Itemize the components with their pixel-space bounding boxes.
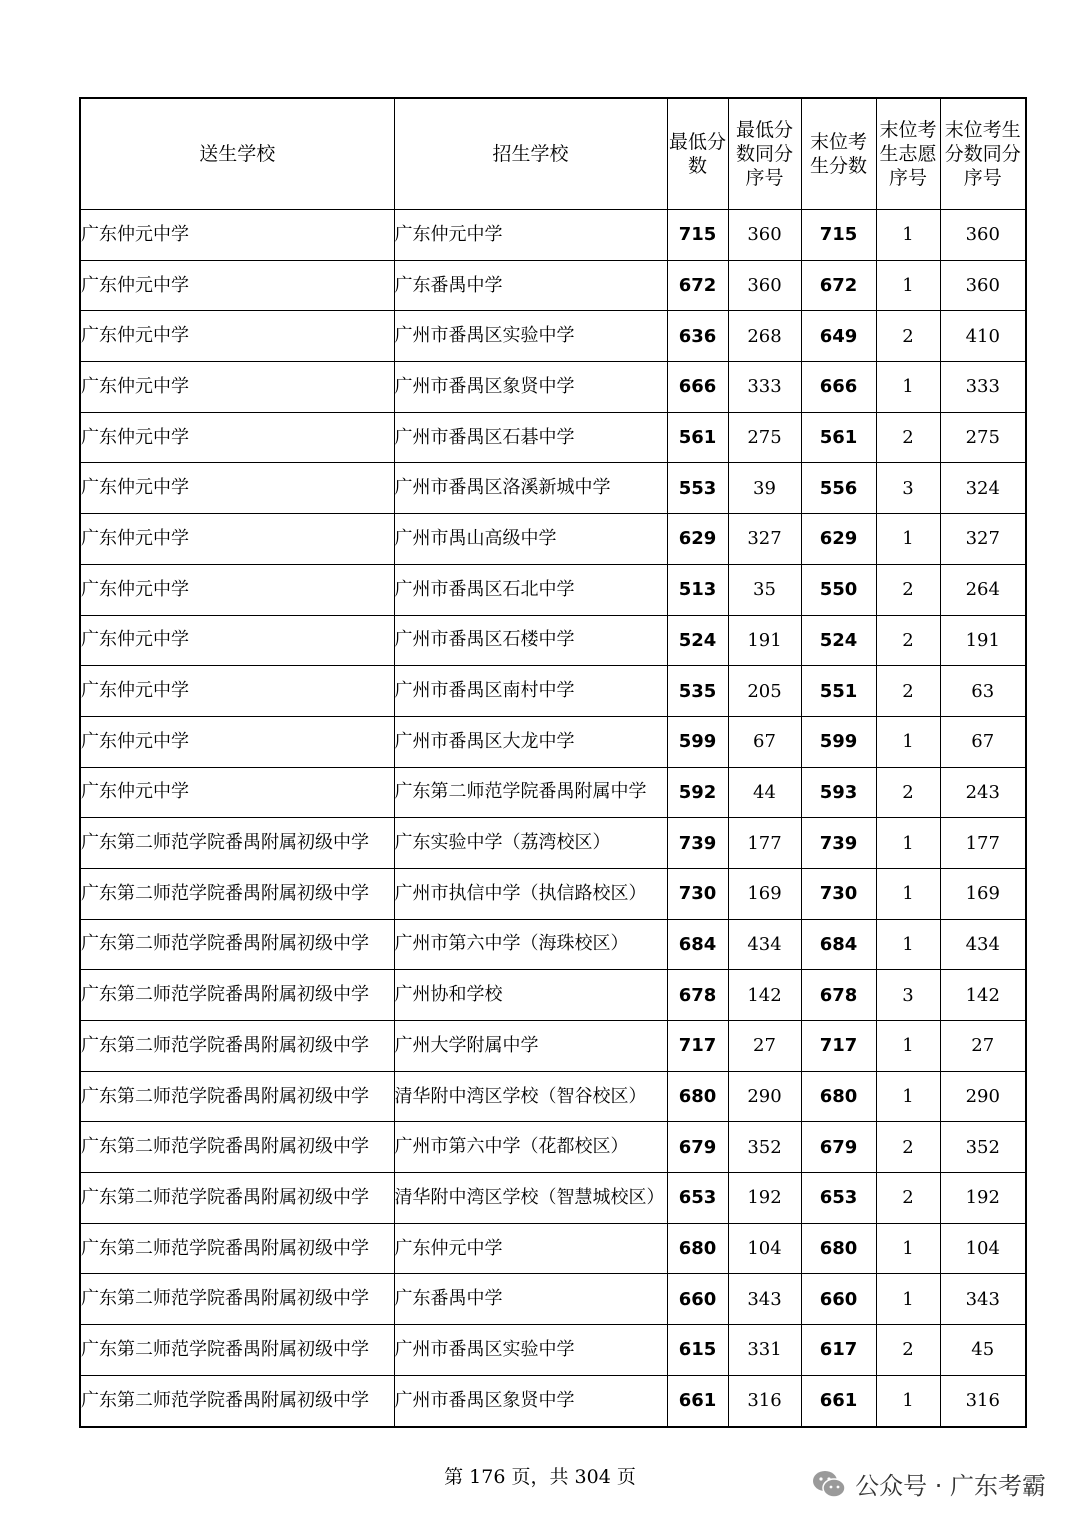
table-row xyxy=(80,564,1026,615)
min-score-cell: 730 xyxy=(667,868,728,919)
admitting-school-cell: 广州市番禺区大龙中学 xyxy=(394,716,667,767)
last-tie-rank-cell: 45 xyxy=(940,1325,1026,1376)
admitting-school-cell: 广东番禺中学 xyxy=(394,260,667,311)
min-score-cell: 678 xyxy=(667,970,728,1021)
table-row xyxy=(80,210,1026,261)
min-score-tie-rank-cell: 67 xyxy=(728,716,801,767)
admitting-school-cell: 清华附中湾区学校（智谷校区） xyxy=(394,1071,667,1122)
min-score-tie-rank-cell: 27 xyxy=(728,1021,801,1072)
last-choice-cell: 2 xyxy=(876,1325,940,1376)
last-choice-cell: 1 xyxy=(876,260,940,311)
last-choice-cell: 1 xyxy=(876,362,940,413)
last-tie-rank-cell: 410 xyxy=(940,311,1026,362)
last-score-cell: 672 xyxy=(801,260,876,311)
last-choice-cell: 2 xyxy=(876,412,940,463)
min-score-tie-rank-cell: 192 xyxy=(728,1173,801,1224)
last-score-cell: 599 xyxy=(801,716,876,767)
min-score-cell: 599 xyxy=(667,716,728,767)
last-choice-cell: 1 xyxy=(876,1274,940,1325)
sending-school-cell: 广东仲元中学 xyxy=(80,666,394,717)
min-score-tie-rank-cell: 360 xyxy=(728,210,801,261)
min-score-tie-rank-cell: 352 xyxy=(728,1122,801,1173)
last-score-cell: 717 xyxy=(801,1021,876,1072)
admitting-school-cell: 广东实验中学（荔湾校区） xyxy=(394,818,667,869)
sending-school-cell: 广东仲元中学 xyxy=(80,716,394,767)
last-tie-rank-cell: 360 xyxy=(940,260,1026,311)
last-tie-rank-cell: 324 xyxy=(940,463,1026,514)
sending-school-cell: 广东仲元中学 xyxy=(80,260,394,311)
sending-school-cell: 广东仲元中学 xyxy=(80,514,394,565)
min-score-tie-rank-cell: 268 xyxy=(728,311,801,362)
last-tie-rank-cell: 290 xyxy=(940,1071,1026,1122)
admitting-school-cell: 广州市第六中学（海珠校区） xyxy=(394,919,667,970)
min-score-cell: 615 xyxy=(667,1325,728,1376)
last-tie-rank-cell: 104 xyxy=(940,1223,1026,1274)
header-last-student-score: 末位考生分数 xyxy=(801,98,876,210)
sending-school-cell: 广东第二师范学院番禺附属初级中学 xyxy=(80,1173,394,1224)
admitting-school-cell: 广东仲元中学 xyxy=(394,1223,667,1274)
last-choice-cell: 1 xyxy=(876,868,940,919)
last-score-cell: 730 xyxy=(801,868,876,919)
last-tie-rank-cell: 142 xyxy=(940,970,1026,1021)
watermark-text: 公众号 · 广东考霸 xyxy=(855,1472,1046,1500)
last-tie-rank-cell: 343 xyxy=(940,1274,1026,1325)
min-score-cell: 660 xyxy=(667,1274,728,1325)
table-row xyxy=(80,1071,1026,1122)
min-score-cell: 679 xyxy=(667,1122,728,1173)
last-choice-cell: 1 xyxy=(876,1223,940,1274)
min-score-cell: 535 xyxy=(667,666,728,717)
last-score-cell: 551 xyxy=(801,666,876,717)
last-tie-rank-cell: 67 xyxy=(940,716,1026,767)
admitting-school-cell: 广州市番禺区实验中学 xyxy=(394,311,667,362)
min-score-tie-rank-cell: 142 xyxy=(728,970,801,1021)
sending-school-cell: 广东第二师范学院番禺附属初级中学 xyxy=(80,970,394,1021)
table-row xyxy=(80,311,1026,362)
header-sending-school: 送生学校 xyxy=(80,98,394,210)
sending-school-cell: 广东仲元中学 xyxy=(80,463,394,514)
admission-table xyxy=(79,97,1027,1428)
admitting-school-cell: 广州协和学校 xyxy=(394,970,667,1021)
min-score-tie-rank-cell: 191 xyxy=(728,615,801,666)
sending-school-cell: 广东仲元中学 xyxy=(80,362,394,413)
table-row xyxy=(80,1021,1026,1072)
last-tie-rank-cell: 316 xyxy=(940,1375,1026,1426)
last-choice-cell: 3 xyxy=(876,463,940,514)
last-choice-cell: 1 xyxy=(876,1375,940,1426)
last-score-cell: 524 xyxy=(801,615,876,666)
table-row xyxy=(80,919,1026,970)
last-tie-rank-cell: 327 xyxy=(940,514,1026,565)
admitting-school-cell: 广州市禺山高级中学 xyxy=(394,514,667,565)
min-score-tie-rank-cell: 333 xyxy=(728,362,801,413)
table-row xyxy=(80,666,1026,717)
last-tie-rank-cell: 275 xyxy=(940,412,1026,463)
last-tie-rank-cell: 434 xyxy=(940,919,1026,970)
sending-school-cell: 广东第二师范学院番禺附属初级中学 xyxy=(80,868,394,919)
admitting-school-cell: 广东第二师范学院番禺附属中学 xyxy=(394,767,667,818)
last-tie-rank-cell: 27 xyxy=(940,1021,1026,1072)
sending-school-cell: 广东仲元中学 xyxy=(80,412,394,463)
admitting-school-cell: 广州市番禺区象贤中学 xyxy=(394,362,667,413)
table-row xyxy=(80,1223,1026,1274)
header-last-student-tie-rank: 末位考生分数同分序号 xyxy=(940,98,1026,210)
last-tie-rank-cell: 63 xyxy=(940,666,1026,717)
table-row xyxy=(80,260,1026,311)
min-score-cell: 524 xyxy=(667,615,728,666)
min-score-cell: 680 xyxy=(667,1223,728,1274)
sending-school-cell: 广东第二师范学院番禺附属初级中学 xyxy=(80,1122,394,1173)
header-row xyxy=(80,98,1026,210)
table-row xyxy=(80,767,1026,818)
admitting-school-cell: 广州市第六中学（花都校区） xyxy=(394,1122,667,1173)
last-choice-cell: 2 xyxy=(876,666,940,717)
table-row xyxy=(80,970,1026,1021)
admitting-school-cell: 广州市执信中学（执信路校区） xyxy=(394,868,667,919)
min-score-tie-rank-cell: 290 xyxy=(728,1071,801,1122)
admitting-school-cell: 广州市番禺区实验中学 xyxy=(394,1325,667,1376)
min-score-cell: 661 xyxy=(667,1375,728,1426)
last-score-cell: 593 xyxy=(801,767,876,818)
min-score-tie-rank-cell: 331 xyxy=(728,1325,801,1376)
min-score-cell: 636 xyxy=(667,311,728,362)
table-row xyxy=(80,362,1026,413)
min-score-tie-rank-cell: 205 xyxy=(728,666,801,717)
table-row xyxy=(80,1325,1026,1376)
last-score-cell: 679 xyxy=(801,1122,876,1173)
last-tie-rank-cell: 169 xyxy=(940,868,1026,919)
sending-school-cell: 广东第二师范学院番禺附属初级中学 xyxy=(80,1325,394,1376)
last-choice-cell: 1 xyxy=(876,1071,940,1122)
min-score-cell: 717 xyxy=(667,1021,728,1072)
last-choice-cell: 2 xyxy=(876,311,940,362)
last-choice-cell: 3 xyxy=(876,970,940,1021)
admitting-school-cell: 广东番禺中学 xyxy=(394,1274,667,1325)
min-score-tie-rank-cell: 104 xyxy=(728,1223,801,1274)
last-tie-rank-cell: 264 xyxy=(940,564,1026,615)
header-min-score-tie-rank: 最低分数同分序号 xyxy=(728,98,801,210)
sending-school-cell: 广东第二师范学院番禺附属初级中学 xyxy=(80,1071,394,1122)
last-score-cell: 617 xyxy=(801,1325,876,1376)
min-score-tie-rank-cell: 35 xyxy=(728,564,801,615)
watermark xyxy=(811,1466,1046,1501)
min-score-tie-rank-cell: 360 xyxy=(728,260,801,311)
last-choice-cell: 2 xyxy=(876,1173,940,1224)
header-admitting-school: 招生学校 xyxy=(394,98,667,210)
last-tie-rank-cell: 360 xyxy=(940,210,1026,261)
admitting-school-cell: 广州市番禺区南村中学 xyxy=(394,666,667,717)
min-score-tie-rank-cell: 177 xyxy=(728,818,801,869)
admitting-school-cell: 广东仲元中学 xyxy=(394,210,667,261)
last-tie-rank-cell: 333 xyxy=(940,362,1026,413)
admitting-school-cell: 广州市番禺区象贤中学 xyxy=(394,1375,667,1426)
last-choice-cell: 1 xyxy=(876,1021,940,1072)
last-choice-cell: 2 xyxy=(876,767,940,818)
last-tie-rank-cell: 192 xyxy=(940,1173,1026,1224)
table-row xyxy=(80,1274,1026,1325)
last-tie-rank-cell: 177 xyxy=(940,818,1026,869)
last-choice-cell: 2 xyxy=(876,1122,940,1173)
table-row xyxy=(80,716,1026,767)
last-score-cell: 680 xyxy=(801,1223,876,1274)
last-score-cell: 649 xyxy=(801,311,876,362)
last-tie-rank-cell: 352 xyxy=(940,1122,1026,1173)
sending-school-cell: 广东第二师范学院番禺附属初级中学 xyxy=(80,1021,394,1072)
admitting-school-cell: 清华附中湾区学校（智慧城校区） xyxy=(394,1173,667,1224)
last-score-cell: 629 xyxy=(801,514,876,565)
wechat-icon xyxy=(811,1469,847,1499)
min-score-cell: 629 xyxy=(667,514,728,565)
table-row xyxy=(80,514,1026,565)
sending-school-cell: 广东仲元中学 xyxy=(80,311,394,362)
last-tie-rank-cell: 243 xyxy=(940,767,1026,818)
min-score-cell: 684 xyxy=(667,919,728,970)
min-score-tie-rank-cell: 275 xyxy=(728,412,801,463)
min-score-cell: 592 xyxy=(667,767,728,818)
last-score-cell: 661 xyxy=(801,1375,876,1426)
table-row xyxy=(80,615,1026,666)
last-score-cell: 678 xyxy=(801,970,876,1021)
sending-school-cell: 广东第二师范学院番禺附属初级中学 xyxy=(80,1375,394,1426)
min-score-tie-rank-cell: 316 xyxy=(728,1375,801,1426)
min-score-cell: 672 xyxy=(667,260,728,311)
min-score-tie-rank-cell: 327 xyxy=(728,514,801,565)
last-choice-cell: 1 xyxy=(876,919,940,970)
last-choice-cell: 1 xyxy=(876,210,940,261)
last-score-cell: 660 xyxy=(801,1274,876,1325)
table-row xyxy=(80,1122,1026,1173)
admitting-school-cell: 广州市番禺区洛溪新城中学 xyxy=(394,463,667,514)
last-choice-cell: 1 xyxy=(876,514,940,565)
min-score-tie-rank-cell: 169 xyxy=(728,868,801,919)
last-score-cell: 666 xyxy=(801,362,876,413)
table-row xyxy=(80,1375,1026,1426)
min-score-cell: 513 xyxy=(667,564,728,615)
min-score-cell: 666 xyxy=(667,362,728,413)
header-min-score: 最低分数 xyxy=(667,98,728,210)
sending-school-cell: 广东第二师范学院番禺附属初级中学 xyxy=(80,1223,394,1274)
last-score-cell: 739 xyxy=(801,818,876,869)
min-score-cell: 739 xyxy=(667,818,728,869)
min-score-cell: 553 xyxy=(667,463,728,514)
last-score-cell: 550 xyxy=(801,564,876,615)
last-tie-rank-cell: 191 xyxy=(940,615,1026,666)
sending-school-cell: 广东第二师范学院番禺附属初级中学 xyxy=(80,1274,394,1325)
last-choice-cell: 2 xyxy=(876,615,940,666)
last-score-cell: 684 xyxy=(801,919,876,970)
sending-school-cell: 广东仲元中学 xyxy=(80,564,394,615)
last-score-cell: 556 xyxy=(801,463,876,514)
last-score-cell: 653 xyxy=(801,1173,876,1224)
min-score-cell: 653 xyxy=(667,1173,728,1224)
admitting-school-cell: 广州市番禺区石碁中学 xyxy=(394,412,667,463)
sending-school-cell: 广东仲元中学 xyxy=(80,210,394,261)
min-score-cell: 715 xyxy=(667,210,728,261)
last-score-cell: 561 xyxy=(801,412,876,463)
sending-school-cell: 广东第二师范学院番禺附属初级中学 xyxy=(80,818,394,869)
last-score-cell: 680 xyxy=(801,1071,876,1122)
last-choice-cell: 1 xyxy=(876,716,940,767)
table-row xyxy=(80,463,1026,514)
sending-school-cell: 广东仲元中学 xyxy=(80,615,394,666)
page-number: 第 176 页，共 304 页 xyxy=(444,1466,636,1488)
admitting-school-cell: 广州市番禺区石北中学 xyxy=(394,564,667,615)
header-last-student-choice: 末位考生志愿序号 xyxy=(876,98,940,210)
sending-school-cell: 广东第二师范学院番禺附属初级中学 xyxy=(80,919,394,970)
min-score-cell: 561 xyxy=(667,412,728,463)
last-score-cell: 715 xyxy=(801,210,876,261)
last-choice-cell: 1 xyxy=(876,818,940,869)
min-score-tie-rank-cell: 434 xyxy=(728,919,801,970)
last-choice-cell: 2 xyxy=(876,564,940,615)
admitting-school-cell: 广州市番禺区石楼中学 xyxy=(394,615,667,666)
min-score-tie-rank-cell: 39 xyxy=(728,463,801,514)
table-row xyxy=(80,1173,1026,1224)
min-score-tie-rank-cell: 44 xyxy=(728,767,801,818)
admitting-school-cell: 广州大学附属中学 xyxy=(394,1021,667,1072)
table-row xyxy=(80,412,1026,463)
min-score-cell: 680 xyxy=(667,1071,728,1122)
table-row xyxy=(80,868,1026,919)
sending-school-cell: 广东仲元中学 xyxy=(80,767,394,818)
min-score-tie-rank-cell: 343 xyxy=(728,1274,801,1325)
table-row xyxy=(80,818,1026,869)
